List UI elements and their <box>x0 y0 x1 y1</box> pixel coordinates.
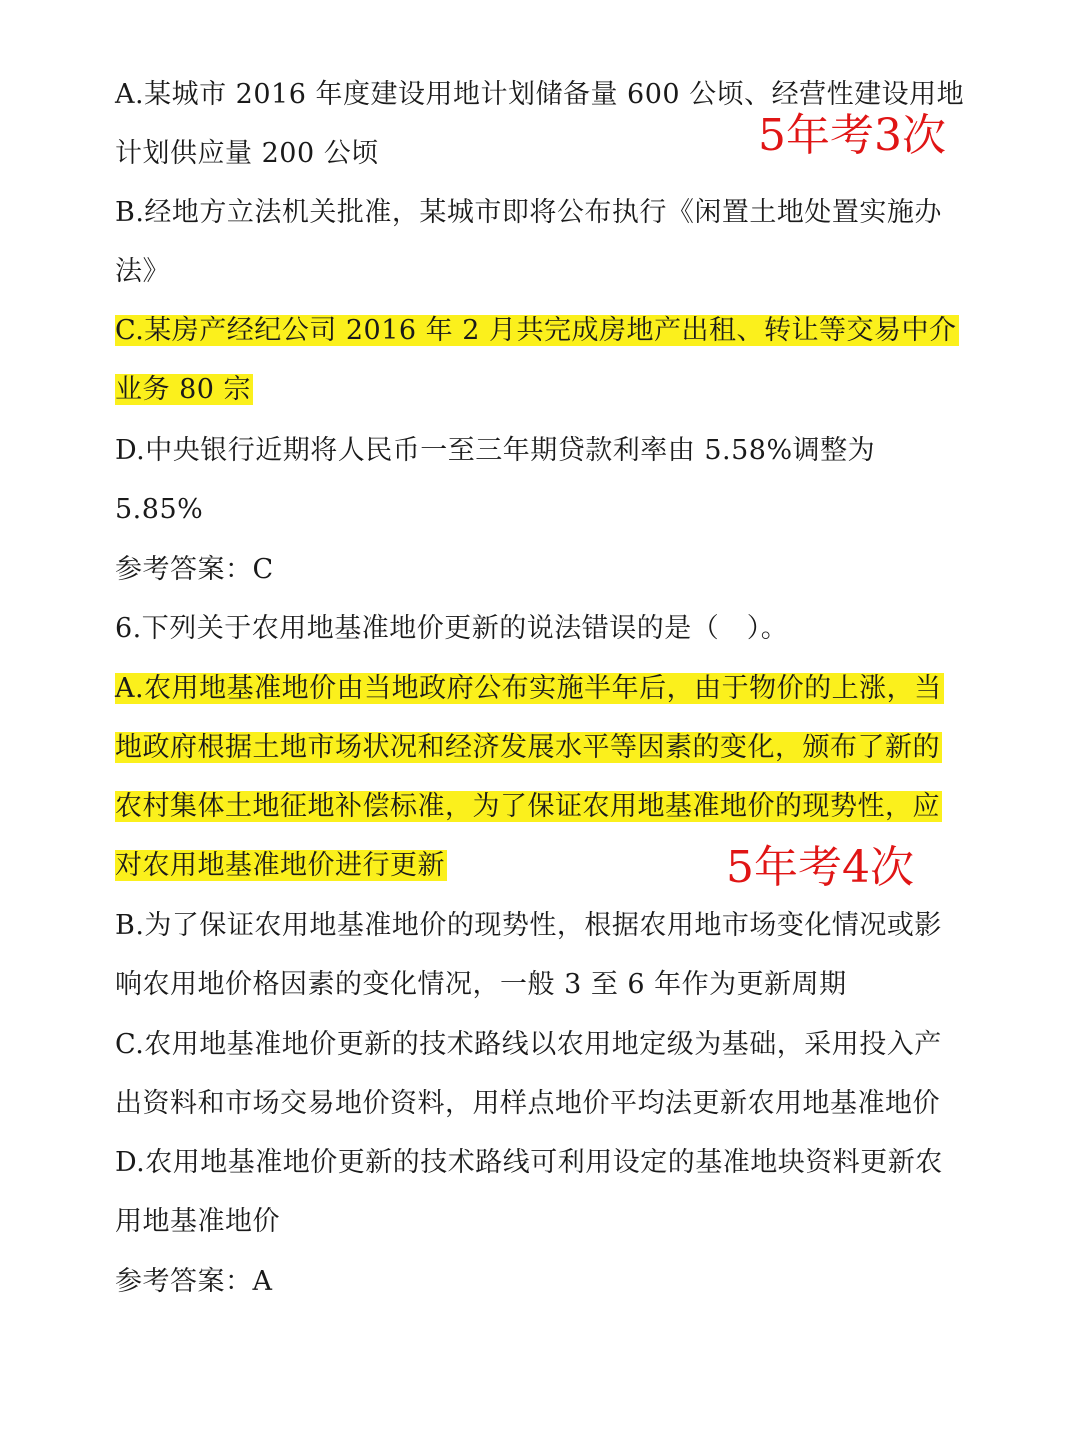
q6-option-b-line2: 响农用地价格因素的变化情况，一般 3 至 6 年作为更新周期 <box>115 969 847 1000</box>
q5-option-b-line2: 法》 <box>115 256 170 287</box>
q6-option-d-line1: D.农用地基准地价更新的技术路线可利用设定的基准地块资料更新农 <box>115 1147 943 1178</box>
highlighted-text: A.农用地基准地价由当地政府公布实施半年后，由于物价的上涨，当 <box>115 673 942 704</box>
q6-option-a-line2 <box>115 725 942 771</box>
q5-option-a-line2: 计划供应量 200 公顷 <box>115 138 379 169</box>
highlighted-text: 地政府根据土地市场状况和经济发展水平等因素的变化，颁布了新的 <box>115 732 940 763</box>
q6-frequency-annotation: 5年考4次 <box>726 842 914 893</box>
q5-answer: 参考答案：C <box>115 554 274 585</box>
q6-option-a-line4 <box>115 843 447 889</box>
q5-option-a-line1: A.某城市 2016 年度建设用地计划储备量 600 公顷、经营性建设用地 <box>115 79 965 110</box>
highlighted-text: 对农用地基准地价进行更新 <box>115 850 445 881</box>
q6-option-c-line2: 出资料和市场交易地价资料，用样点地价平均法更新农用地基准地价 <box>115 1088 940 1119</box>
q5-option-c-line1 <box>115 308 959 354</box>
q5-option-c-line2 <box>115 367 253 413</box>
q5-frequency-annotation: 5年考3次 <box>758 110 946 161</box>
q6-stem: 6.下列关于农用地基准地价更新的说法错误的是（ ）。 <box>115 613 789 644</box>
q5-option-d-line2: 5.85% <box>115 494 204 525</box>
q5-option-b-line1: B.经地方立法机关批准，某城市即将公布执行《闲置土地处置实施办 <box>115 197 942 228</box>
q6-answer: 参考答案：A <box>115 1266 273 1297</box>
q6-option-a-line3 <box>115 784 942 830</box>
highlighted-text: C.某房产经纪公司 2016 年 2 月共完成房地产出租、转让等交易中介 <box>115 315 957 346</box>
q6-option-c-line1: C.农用地基准地价更新的技术路线以农用地定级为基础，采用投入产 <box>115 1029 942 1060</box>
q6-option-b-line1: B.为了保证农用地基准地价的现势性，根据农用地市场变化情况或影 <box>115 910 942 941</box>
q5-option-d-line1: D.中央银行近期将人民币一至三年期贷款利率由 5.58%调整为 <box>115 435 876 466</box>
highlighted-text: 农村集体土地征地补偿标准，为了保证农用地基准地价的现势性，应 <box>115 791 940 822</box>
highlighted-text: 业务 80 宗 <box>115 374 252 405</box>
q6-option-a-line1 <box>115 666 944 712</box>
q6-option-d-line2: 用地基准地价 <box>115 1206 280 1237</box>
